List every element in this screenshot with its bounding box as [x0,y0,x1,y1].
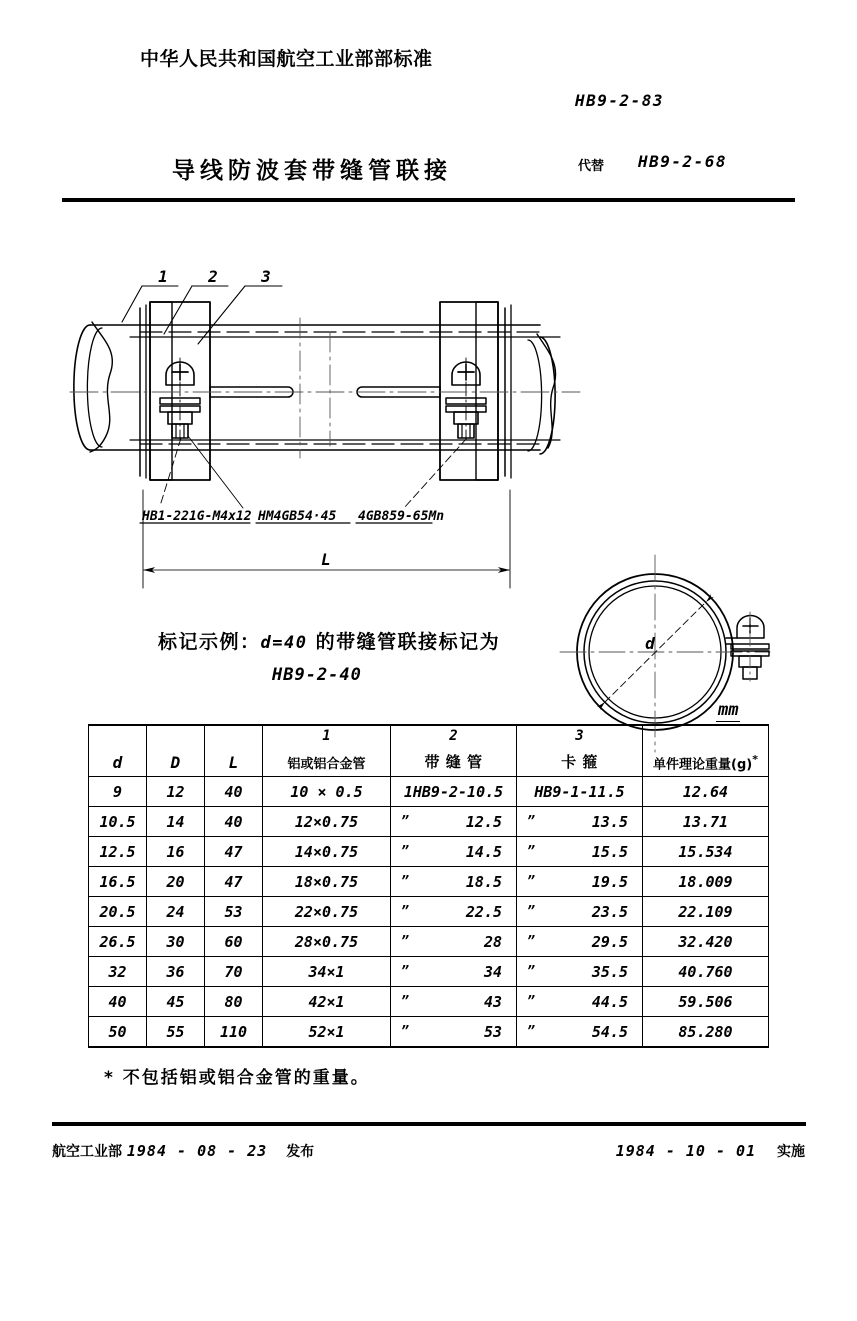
cell-clamp-value: HB9-1-11.5 [534,782,625,801]
column-header-aluminium-tube [263,725,391,777]
callout-number-2: 2 [208,267,218,286]
cell-aluminium-tube-value: 10 × 0.5 [290,782,363,801]
cell-L-value: 60 [224,932,243,951]
column-header-unit-weight [643,725,769,777]
column-header-unit-weight-text: 单件理论重量(g) [653,757,753,772]
cell-d [89,777,147,807]
cell-D [147,1017,205,1048]
cell-clamp [517,777,643,807]
cell-unit-weight-value: 40.760 [678,962,733,981]
table-row [89,897,769,927]
cell-clamp [517,927,643,957]
cell-slotted-tube [391,1017,517,1048]
cell-unit-weight [643,927,769,957]
cell-slotted-tube [391,807,517,837]
cell-D [147,927,205,957]
cell-L [205,987,263,1017]
cell-aluminium-tube [263,1017,391,1048]
cell-D-value: 24 [166,902,185,921]
table-row [89,867,769,897]
cell-unit-weight [643,897,769,927]
cell-d-value: 9 [112,782,123,801]
cell-D-value: 30 [166,932,185,951]
cell-aluminium-tube-value: 18×0.75 [294,872,359,891]
cell-aluminium-tube [263,777,391,807]
cell-D [147,957,205,987]
cell-D [147,837,205,867]
footnote-marker: * [752,752,758,766]
cell-unit-weight [643,837,769,867]
cell-clamp-value: 35.5 [591,962,628,981]
column-group-number-1: 1 [322,728,331,744]
cell-clamp [517,957,643,987]
footer-effective-date: 1984 - 10 - 01 [615,1142,757,1160]
cell-D-value: 14 [166,812,185,831]
cell-slotted-tube-ditto-mark: ” [401,964,409,979]
cell-clamp-value: 29.5 [591,932,628,951]
cell-slotted-tube-value: 22.5 [465,902,502,921]
cell-clamp [517,987,643,1017]
cell-L [205,837,263,867]
footer-effective-info [616,1141,805,1161]
cell-L-value: 70 [224,962,243,981]
cell-clamp-value: 15.5 [591,842,628,861]
cell-aluminium-tube [263,927,391,957]
cell-slotted-tube-ditto-mark: ” [401,844,409,859]
cell-D [147,807,205,837]
cell-slotted-tube-value: 53 [483,1022,502,1041]
column-group-number-3: 3 [575,728,584,744]
cell-unit-weight-value: 12.64 [682,782,729,801]
callout-number-1: 1 [158,267,168,286]
callout-number-3: 3 [261,267,271,286]
cell-d [89,897,147,927]
cell-clamp-value: 54.5 [591,1022,628,1041]
table-row [89,777,769,807]
cell-slotted-tube [391,927,517,957]
cell-L [205,1017,263,1048]
cell-aluminium-tube [263,987,391,1017]
page-title: 导线防波套带缝管联接 [172,158,452,184]
cell-unit-weight-value: 13.71 [682,812,729,831]
cell-aluminium-tube-value: 14×0.75 [294,842,359,861]
cell-D [147,777,205,807]
cell-d-value: 12.5 [99,842,136,861]
cell-clamp-value: 19.5 [591,872,628,891]
cell-clamp-value: 13.5 [591,812,628,831]
cell-clamp-ditto-mark: ” [527,844,535,859]
cell-L [205,957,263,987]
cell-L [205,867,263,897]
cell-L-value: 53 [224,902,243,921]
cell-L-value: 110 [219,1022,248,1041]
cell-d-value: 50 [108,1022,127,1041]
cell-clamp-value: 44.5 [591,992,628,1011]
table-row [89,987,769,1017]
cell-L [205,897,263,927]
cell-unit-weight-value: 85.280 [678,1022,733,1041]
cell-clamp [517,1017,643,1048]
cell-slotted-tube-ditto-mark: ” [401,814,409,829]
cell-d [89,1017,147,1048]
cell-slotted-tube-ditto-mark: ” [401,1024,409,1039]
marking-example-prefix: 标记示例： [158,631,261,653]
footer-issuer: 航空工业部 [52,1144,122,1160]
cell-clamp-ditto-mark: ” [527,994,535,1009]
marking-example-suffix: 的带缝管联接标记为 [315,631,501,653]
cell-d-value: 26.5 [99,932,136,951]
table-row [89,1017,769,1048]
cell-slotted-tube [391,837,517,867]
cell-clamp [517,867,643,897]
cell-aluminium-tube-value: 22×0.75 [294,902,359,921]
column-group-number-2: 2 [449,728,458,744]
part-label-nut: HM4GB54·45 [258,509,337,524]
column-header-aluminium-tube-label: 铝或铝合金管 [287,757,366,772]
cell-aluminium-tube-value: 42×1 [308,992,345,1011]
cell-unit-weight [643,987,769,1017]
column-header-clamp-label: 卡 箍 [561,753,598,771]
column-header-L-label: L [228,753,239,772]
part-label-screw: HB1-221G-M4x12 [142,509,252,524]
cell-clamp-ditto-mark: ” [527,964,535,979]
cell-slotted-tube-value: 34 [483,962,502,981]
cell-unit-weight-value: 32.420 [678,932,733,951]
table-unit-label: mm [718,700,739,720]
cell-D [147,897,205,927]
cell-slotted-tube-value: 12.5 [465,812,502,831]
column-header-slotted-tube-label: 带 缝 管 [424,753,483,771]
cell-L-value: 80 [224,992,243,1011]
cell-d-value: 20.5 [99,902,136,921]
cell-slotted-tube [391,777,517,807]
cell-d [89,987,147,1017]
cell-unit-weight [643,777,769,807]
cell-aluminium-tube-value: 34×1 [308,962,345,981]
cell-d [89,867,147,897]
replaces-label: 代替 [578,159,605,174]
column-header-unit-weight-label [643,753,768,772]
cell-clamp-ditto-mark: ” [527,904,535,919]
cell-clamp-ditto-mark: ” [527,814,535,829]
cell-clamp-ditto-mark: ” [527,934,535,949]
cell-unit-weight-value: 15.534 [678,842,733,861]
column-header-D [147,725,205,777]
cell-d [89,837,147,867]
cell-aluminium-tube [263,957,391,987]
diameter-dimension-label: d [645,634,655,653]
cell-L [205,927,263,957]
cell-slotted-tube-ditto-mark: ” [401,934,409,949]
cell-clamp [517,837,643,867]
cell-D-value: 20 [166,872,185,891]
replaces-standard-number: HB9-2-68 [638,152,728,171]
cell-aluminium-tube [263,807,391,837]
cell-clamp-ditto-mark: ” [527,874,535,889]
part-label-washer: 4GB859-65Mn [358,509,445,524]
cell-D-value: 12 [166,782,185,801]
cell-d-value: 16.5 [99,872,136,891]
cell-unit-weight [643,957,769,987]
cell-d [89,927,147,957]
marking-example-condition: d=40 [260,633,308,653]
cell-aluminium-tube [263,837,391,867]
column-header-d [89,725,147,777]
cell-d-value: 40 [108,992,127,1011]
cell-slotted-tube-value: 18.5 [465,872,502,891]
marking-example-line [158,627,500,654]
footer-issue-verb: 发布 [286,1144,315,1160]
cell-unit-weight [643,867,769,897]
cell-d [89,957,147,987]
column-header-D-label: D [170,753,181,772]
cell-aluminium-tube [263,897,391,927]
cell-slotted-tube [391,987,517,1017]
table-header-row [89,725,769,777]
cell-L-value: 40 [224,812,243,831]
table-row [89,837,769,867]
cell-L-value: 47 [224,842,243,861]
table-row [89,807,769,837]
cell-unit-weight-value: 22.109 [678,902,733,921]
cell-slotted-tube [391,897,517,927]
cell-clamp-value: 23.5 [591,902,628,921]
column-header-d-label: d [112,753,123,772]
cell-D-value: 55 [166,1022,185,1041]
cell-slotted-tube-value: 14.5 [465,842,502,861]
cell-d [89,807,147,837]
cell-aluminium-tube-value: 28×0.75 [294,932,359,951]
cell-unit-weight [643,1017,769,1048]
marking-example-code: HB9-2-40 [272,665,362,685]
table-row [89,927,769,957]
cell-slotted-tube-ditto-mark: ” [401,994,409,1009]
column-header-slotted-tube [391,725,517,777]
cell-slotted-tube [391,867,517,897]
cell-slotted-tube-ditto-mark: ” [401,904,409,919]
cell-clamp [517,807,643,837]
cell-L-value: 40 [224,782,243,801]
cell-aluminium-tube-value: 12×0.75 [294,812,359,831]
cell-d-value: 10.5 [99,812,136,831]
cell-slotted-tube-value: 43 [483,992,502,1011]
length-dimension-label: L [321,550,331,569]
column-header-L [205,725,263,777]
cell-unit-weight-value: 59.506 [678,992,733,1011]
cell-D-value: 45 [166,992,185,1011]
footer-effective-verb: 实施 [777,1144,805,1160]
footer-issue-info [52,1141,314,1161]
cell-slotted-tube-value: 28 [483,932,502,951]
cell-slotted-tube-value: 1HB9-2-10.5 [403,782,504,801]
cell-D [147,987,205,1017]
footer-divider [52,1122,806,1126]
table-footnote: * 不包括铝或铝合金管的重量。 [104,1068,370,1088]
cell-L-value: 47 [224,872,243,891]
header-divider [62,198,795,202]
issuing-organization: 中华人民共和国航空工业部部标准 [140,48,433,70]
cell-clamp [517,897,643,927]
cell-L [205,807,263,837]
cell-aluminium-tube [263,867,391,897]
cell-unit-weight-value: 18.009 [678,872,733,891]
specification-table [88,724,769,1048]
cell-slotted-tube [391,957,517,987]
cell-slotted-tube-ditto-mark: ” [401,874,409,889]
cell-clamp-ditto-mark: ” [527,1024,535,1039]
cell-D-value: 36 [166,962,185,981]
column-header-clamp [517,725,643,777]
cell-D [147,867,205,897]
footer-issue-date: 1984 - 08 - 23 [126,1142,268,1160]
cell-aluminium-tube-value: 52×1 [308,1022,345,1041]
cell-L [205,777,263,807]
standard-number: HB9-2-83 [575,91,665,110]
cell-D-value: 16 [166,842,185,861]
cell-d-value: 32 [108,962,127,981]
table-row [89,957,769,987]
cell-unit-weight [643,807,769,837]
